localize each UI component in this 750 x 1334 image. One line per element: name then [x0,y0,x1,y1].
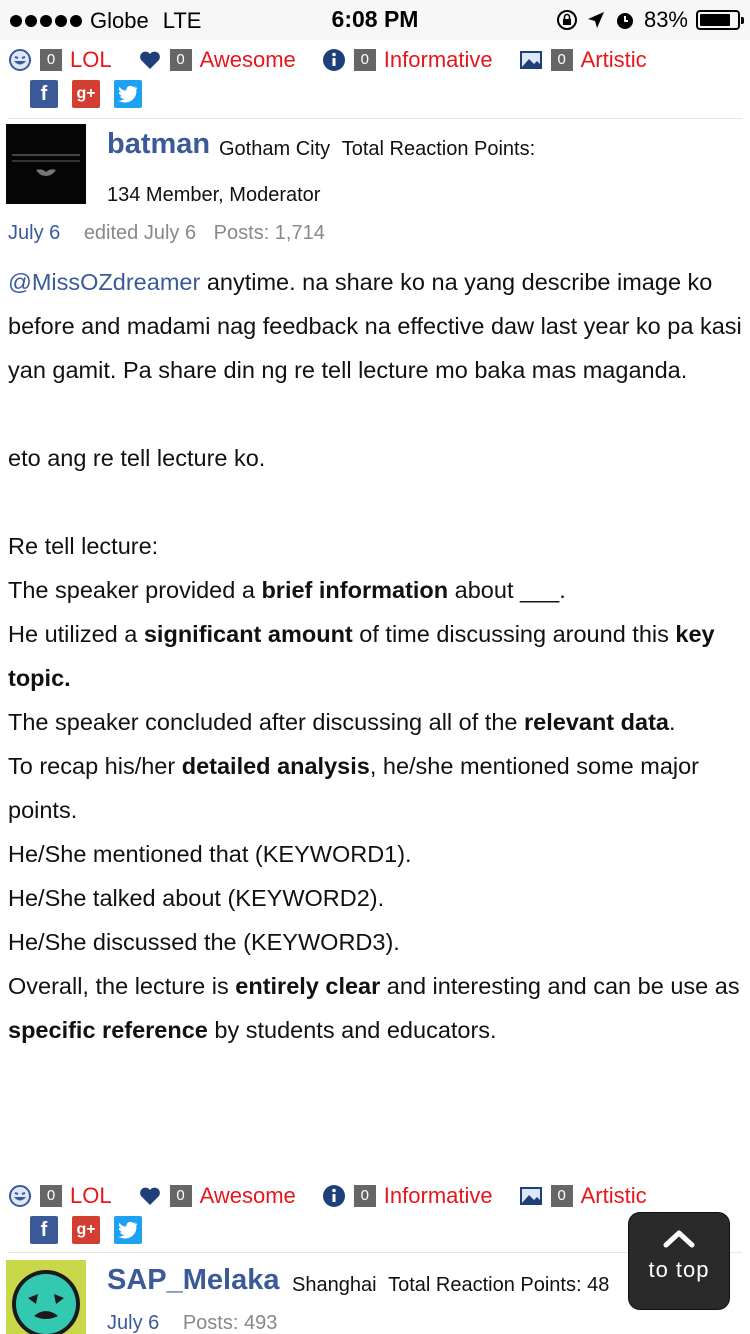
post-line [8,612,744,700]
twitter-icon [118,85,138,103]
line-text: The speaker concluded after discussing all of the [8,709,524,735]
line-text: by students and educators. [207,1017,497,1043]
post-paragraph: Re tell lecture: [8,533,159,559]
lol-icon [8,48,32,72]
reaction-label: Artistic [580,47,647,72]
network-type: LTE [162,8,202,33]
next-user-location-and-points [292,1274,632,1297]
post-divider [8,118,742,119]
post-paragraph: eto ang re tell lecture ko. [8,445,266,471]
reaction-points-label: Total Reaction Points: 48 [388,1274,610,1296]
scroll-to-top-button[interactable] [628,1212,730,1310]
bold-text: specific reference [8,1017,208,1043]
google-plus-share-button[interactable] [72,1216,100,1244]
status-left [10,8,201,34]
reaction-awesome[interactable] [138,47,296,73]
google-plus-icon: g+ [76,85,96,102]
post-meta [8,222,325,245]
bold-text: key topic. [8,621,715,691]
reaction-label: Artistic [580,1183,647,1208]
line-text: , he/she mentioned some major points. [8,753,700,823]
post-date[interactable]: July 6 [107,1312,160,1334]
reaction-count: 0 [551,1185,573,1207]
post-line: He/She talked about (KEYWORD2). [8,885,385,911]
post-line [8,964,744,1052]
line-text: of time discussing around this [352,621,676,647]
status-time: 6:08 PM [331,6,419,32]
reaction-count: 0 [170,49,192,71]
reaction-label: Informative [383,1183,493,1208]
bold-text: entirely clear [235,973,381,999]
facebook-icon: f [40,82,48,105]
edited-date: edited July 6 [83,222,197,244]
post-line [8,568,744,612]
bold-text: brief information [261,577,449,603]
signal-strength-icon [10,15,82,27]
share-buttons [30,1216,142,1244]
reaction-count: 0 [354,1185,376,1207]
reaction-artistic[interactable] [519,47,647,73]
heart-icon [138,1184,162,1208]
facebook-share-button[interactable] [30,80,58,108]
reaction-lol[interactable] [8,1183,112,1209]
blank-line [8,480,744,524]
picture-icon [519,1184,543,1208]
google-plus-share-button[interactable] [72,80,100,108]
reaction-label: LOL [70,47,112,72]
post-line: He/She discussed the (KEYWORD3). [8,929,400,955]
paragraph-text: anytime. na share ko na yang describe image ko before and madami nag feedback na effective daw last year ko pa kasi yan gamit. Pa share din ng re tell lecture mo baka mas maganda. [8,269,742,383]
line-text: . [668,709,676,735]
alarm-icon [614,9,636,31]
reaction-count: 0 [551,49,573,71]
battery-icon [696,10,740,30]
next-post-meta [107,1312,277,1334]
google-plus-icon: g+ [76,1221,96,1238]
next-post-username[interactable]: SAP_Melaka [107,1264,280,1296]
user-location: Shanghai [292,1274,377,1296]
post-paragraph [8,260,744,392]
reaction-artistic[interactable] [519,1183,647,1209]
carrier-name: Globe [90,8,149,33]
batman-avatar-image [6,124,86,204]
user-location: Gotham City [219,138,331,160]
battery-percent: 83% [643,7,688,32]
reaction-label: Informative [383,47,493,72]
facebook-icon: f [40,1218,48,1241]
post-line [8,744,744,832]
reaction-label: Awesome [199,47,296,72]
location-arrow-icon [586,10,606,30]
reaction-awesome[interactable] [138,1183,296,1209]
line-text: The speaker provided a [8,577,262,603]
post-date[interactable]: July 6 [8,222,61,244]
reaction-label: LOL [70,1183,112,1208]
bold-text: significant amount [143,621,353,647]
chevron-up-icon [629,1227,729,1255]
mention-link[interactable]: @MissOZdreamer [8,269,201,295]
reaction-informative[interactable] [322,1183,493,1209]
reaction-label: Awesome [199,1183,296,1208]
to-top-label: to top [648,1257,710,1282]
reaction-bar [8,47,673,73]
status-bar [0,0,750,40]
post-line: He/She mentioned that (KEYWORD1). [8,841,412,867]
post-count: Posts: 493 [182,1312,278,1334]
facebook-share-button[interactable] [30,1216,58,1244]
twitter-share-button[interactable] [114,80,142,108]
lol-icon [8,1184,32,1208]
user-roles: 134 Member, Moderator [107,184,321,206]
avatar[interactable] [6,1260,86,1334]
reaction-count: 0 [40,49,62,71]
reaction-count: 0 [40,1185,62,1207]
heart-icon [138,48,162,72]
bold-text: detailed analysis [181,753,370,779]
reaction-points-label: Total Reaction Points: [341,138,536,160]
twitter-share-button[interactable] [114,1216,142,1244]
share-buttons [30,80,142,108]
line-text: To recap his/her [8,753,182,779]
bold-text: relevant data [524,709,669,735]
user-location-and-points [219,138,535,161]
blank-line [8,392,744,436]
info-icon [322,48,346,72]
post-line [8,700,744,744]
twitter-icon [118,1221,138,1239]
post-body [8,260,744,1052]
picture-icon [519,48,543,72]
reaction-bar [8,1183,673,1209]
avatar[interactable] [6,124,86,204]
info-icon [322,1184,346,1208]
line-text: about ___. [448,577,566,603]
reaction-lol[interactable] [8,47,112,73]
line-text: and interesting and can be use as [380,973,740,999]
line-text: Overall, the lecture is [8,973,236,999]
post-count: Posts: 1,714 [213,222,325,244]
reaction-count: 0 [170,1185,192,1207]
status-right [556,7,740,33]
reaction-count: 0 [354,49,376,71]
reaction-informative[interactable] [322,47,493,73]
line-text: He utilized a [8,621,144,647]
rotation-lock-icon [556,9,578,31]
post-username[interactable]: batman [107,128,211,160]
sap-melaka-avatar-image [6,1260,86,1334]
